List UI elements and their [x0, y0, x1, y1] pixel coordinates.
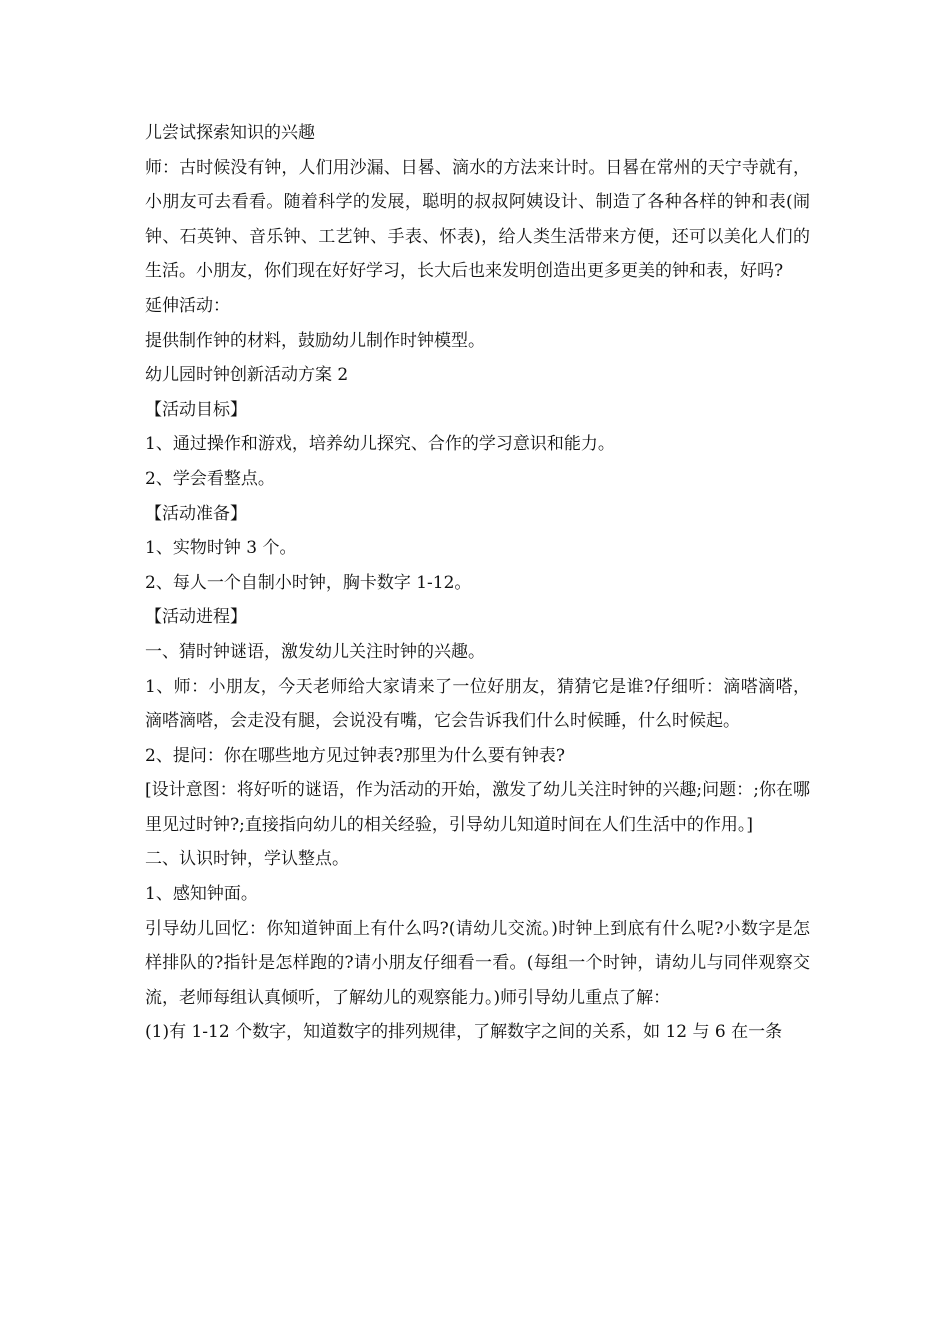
- subsection-heading: 一、猜时钟谜语，激发幼儿关注时钟的兴趣。: [145, 641, 485, 662]
- paragraph: 师：古时候没有钟，人们用沙漏、日晷、滴水的方法来计时。日晷在常州的天宁寺就有，小朋友可去看看。随着科学的发展，聪明的叔叔阿姨设计、制造了各种各样的钟和表(闹钟、石英钟、音乐钟、工艺钟、手表、怀表)，给人类生活带来方便，还可以美化人们的生活。小朋友，你们现在好好学习，长大后也来发明创造出更多更美的钟和表，好吗?: [145, 157, 810, 282]
- list-item: 2、每人一个自制小时钟，胸卡数字 1-12。: [145, 572, 472, 593]
- section-heading: 【活动准备】: [145, 503, 247, 524]
- list-item: 2、学会看整点。: [145, 468, 275, 489]
- paragraph: 儿尝试探索知识的兴趣: [145, 123, 315, 143]
- list-item: (1)有 1-12 个数字，知道数字的排列规律，了解数字之间的关系，如 12 与 6 在一条: [145, 1022, 783, 1043]
- list-item: 1、通过操作和游戏，培养幼儿探究、合作的学习意识和能力。: [145, 434, 615, 455]
- list-item: 2、提问：你在哪些地方见过钟表?那里为什么要有钟表?: [145, 745, 566, 766]
- section-title: 幼儿园时钟创新活动方案 2: [145, 365, 349, 386]
- list-item: 1、感知钟面。: [145, 884, 258, 905]
- section-heading: 【活动进程】: [145, 607, 247, 628]
- subsection-heading: 二、认识时钟，学认整点。: [145, 849, 349, 870]
- document-body: [145, 116, 810, 1050]
- list-item: 1、实物时钟 3 个。: [145, 538, 297, 559]
- paragraph: 提供制作钟的材料，鼓励幼儿制作时钟模型。: [145, 330, 485, 351]
- paragraph: 引导幼儿回忆：你知道钟面上有什么吗?(请幼儿交流。)时钟上到底有什么呢?小数字是怎样排队的?指针是怎样跑的?请小朋友仔细看一看。(每组一个时钟，请幼儿与同伴观察交流，老师每组认真倾听，了解幼儿的观察能力。)师引导幼儿重点了解：: [145, 918, 810, 1008]
- list-item: 1、师：小朋友，今天老师给大家请来了一位好朋友，猜猜它是谁?仔细听：滴嗒滴嗒，滴嗒滴嗒，会走没有腿，会说没有嘴，它会告诉我们什么时候睡，什么时候起。: [145, 676, 810, 732]
- design-note: [设计意图：将好听的谜语，作为活动的开始，激发了幼儿关注时钟的兴趣;问题：;你在哪里见过时钟?;直接指向幼儿的相关经验，引导幼儿知道时间在人们生活中的作用。]: [145, 780, 810, 835]
- paragraph: 延伸活动：: [145, 295, 230, 316]
- section-heading: 【活动目标】: [145, 399, 247, 420]
